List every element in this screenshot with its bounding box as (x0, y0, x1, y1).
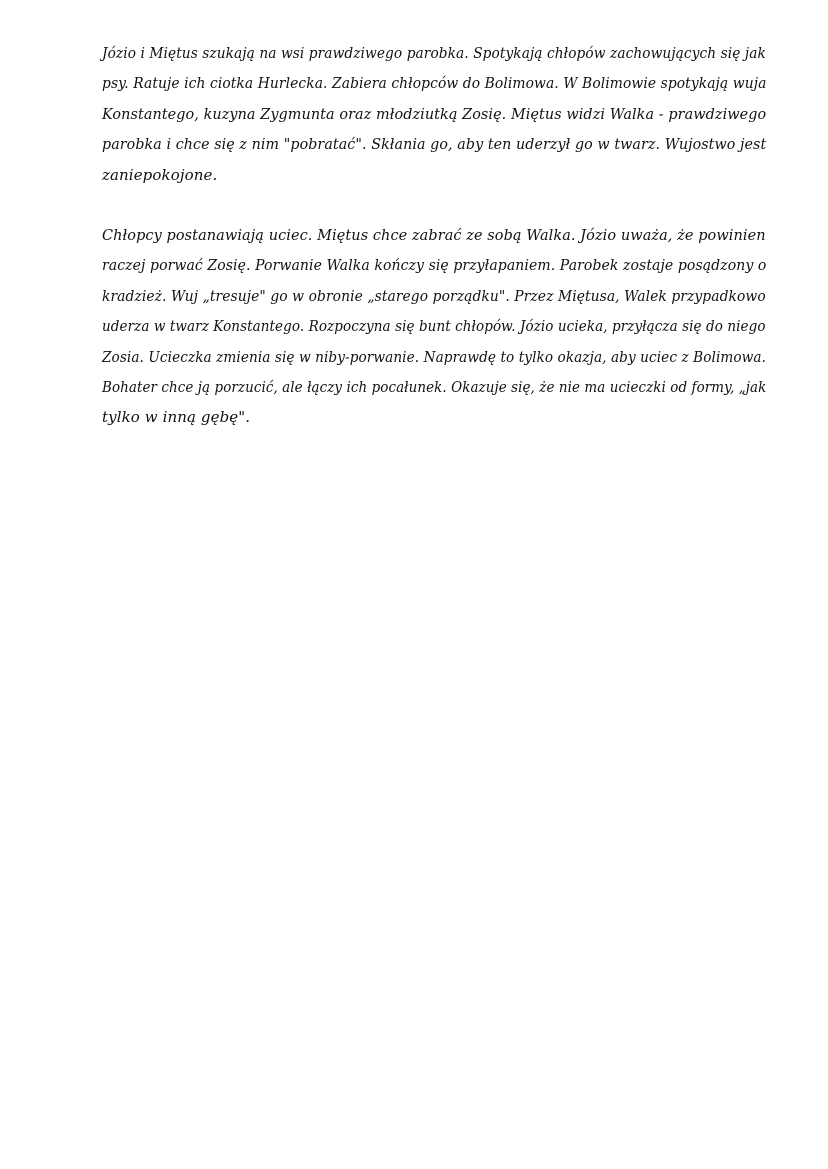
paragraph-1 (102, 38, 767, 190)
paragraph-line: raczej porwać Zosię. Porwanie Walka kończy się przyłapaniem. Parobek zostaje posądzony o (102, 256, 767, 275)
paragraph-line: parobka i chce się z nim "pobratać". Skłania go, aby ten uderzył go w twarz. Wujostwo jest (102, 135, 767, 154)
paragraph-2 (102, 220, 767, 433)
paragraph-line: kradzież. Wuj „tresuje" go w obronie „starego porządku". Przez Miętusa, Walek przypadkowo (102, 286, 766, 305)
paragraph-line: Zosia. Ucieczka zmienia się w niby-porwanie. Naprawdę to tylko okazja, aby uciec z Bolimowa. (102, 347, 767, 366)
paragraph-spacer (102, 190, 762, 220)
paragraph-line: zaniepokojone. (102, 165, 218, 184)
paragraph-line: tylko w inną gębę". (102, 408, 251, 427)
paragraph-line: psy. Ratuje ich ciotka Hurlecka. Zabiera chłopców do Bolimowa. W Bolimowie spotykają wuja (102, 74, 767, 93)
document-body (102, 38, 767, 433)
paragraph-line: Józio i Miętus szukają na wsi prawdziwego parobka. Spotykają chłopów zachowujących się jak (102, 44, 766, 62)
paragraph-line: Konstantego, kuzyna Zygmunta oraz młodziutką Zosię. Miętus widzi Walka - prawdziwego (102, 104, 767, 123)
paragraph-line: uderza w twarz Konstantego. Rozpoczyna się bunt chłopów. Józio ucieka, przyłącza się do niego (102, 317, 766, 336)
paragraph-line: Chłopcy postanawiają uciec. Miętus chce zabrać ze sobą Walka. Józio uważa, że powinien (102, 225, 766, 244)
paragraph-line: Bohater chce ją porzucić, ale łączy ich pocałunek. Okazuje się, że nie ma ucieczki od formy, „jak (102, 377, 767, 396)
